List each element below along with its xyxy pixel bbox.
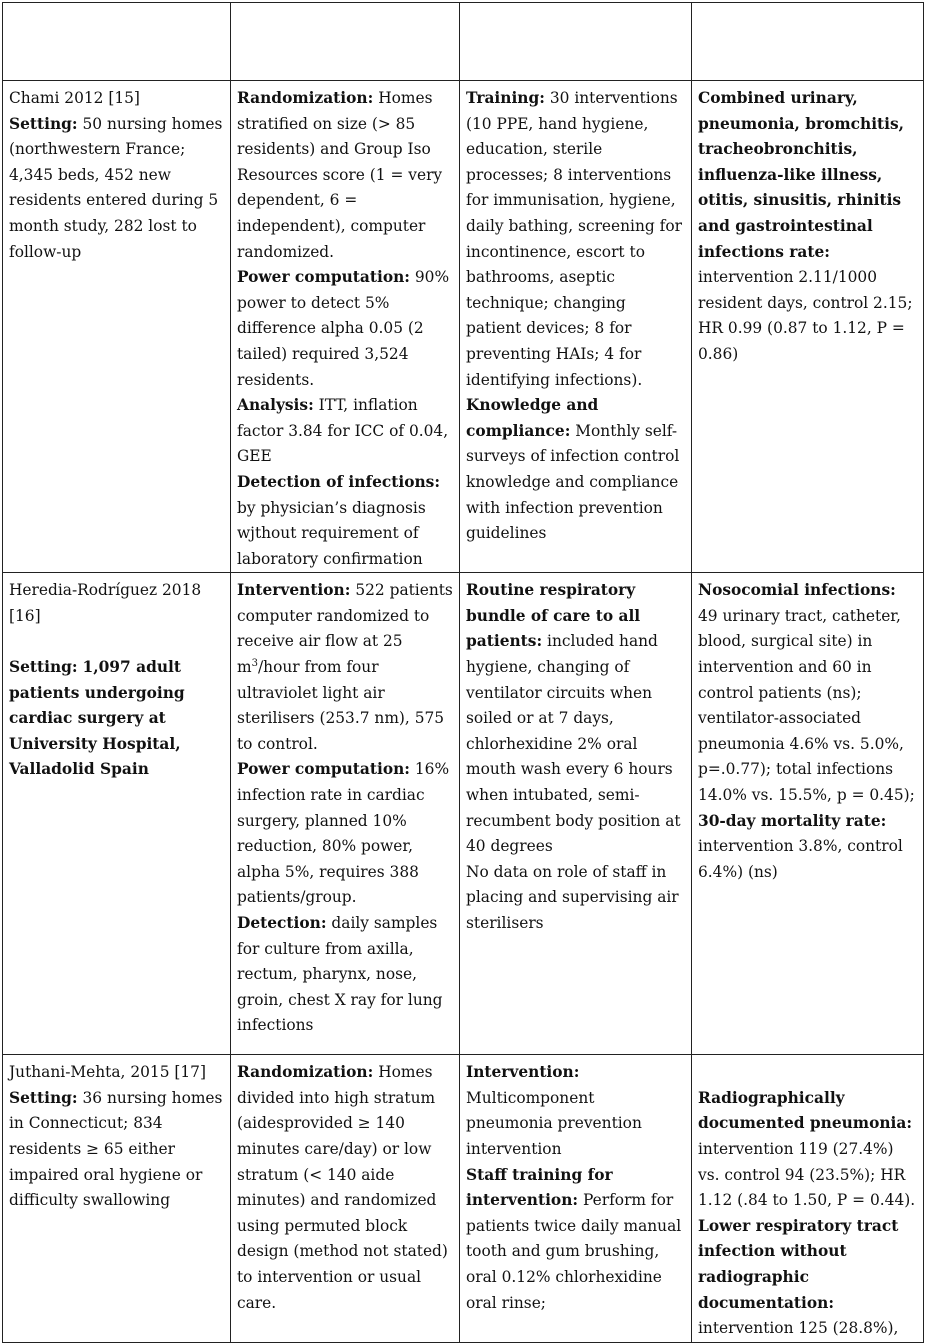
outcome-label: Radiographically documented pneumonia: (698, 1088, 913, 1133)
interventions-cell (460, 1055, 692, 1343)
outcome-text: intervention 2.11/1000 resident days, control 2.15; HR 0.99 (0.87 to 1.12, P = 0.86) (698, 268, 913, 363)
outcome-label: Nosocomial infections: (698, 581, 896, 600)
method-item (237, 578, 453, 757)
method-label: Power computation: (237, 760, 410, 779)
table-row (3, 573, 924, 1055)
intervention-item (466, 1060, 685, 1162)
intervention-label: Routine respiratory bundle of care to all patients: (466, 581, 641, 651)
study-setting (9, 112, 224, 266)
method-label: Power computation: (237, 268, 410, 287)
intervention-text: Monthly self-surveys of infection control knowledge and compliance with infection prevention guidelines (466, 421, 680, 543)
outcome-item (698, 1086, 917, 1214)
intervention-label: Intervention: (466, 1063, 580, 1082)
intervention-label: Training: (466, 89, 545, 107)
evidence-table (2, 2, 924, 1343)
intervention-text: Multicomponent pneumonia prevention intervention (466, 1088, 642, 1159)
method-item (237, 470, 453, 572)
method-text: 522 patients computer randomized to receive air flow at 25 m (237, 581, 453, 677)
study-cell (3, 573, 231, 1055)
method-text: ITT, inflation factor 3.84 for ICC of 0.04, GEE (237, 396, 449, 466)
setting-text: 36 nursing homes in Connecticut; 834 residents ≥ 65 either impaired oral hygiene or difficulty swallowing (9, 1088, 223, 1210)
intervention-item (466, 86, 685, 393)
setting-text: 1,097 (82, 658, 137, 677)
method-label: Detection of infections: (237, 472, 441, 491)
method-text: 90% power to detect 5% difference alpha 0.05 (2 tailed) required 3,524 residents. (237, 268, 450, 389)
outcome-text: intervention 119 (27.4%) vs. control 94 (23.5%); HR 1.12 (.84 to 1.50, P = 0.44). (698, 1140, 916, 1210)
method-text: Homes divided into high stratum (aidesprovided ≥ 140 minutes care/day) or low stratum (< 140 aide minutes) and randomized using permuted block design (method not stated) to intervention or usual care. (237, 1063, 448, 1312)
method-text: Homes stratified on size (> 85 residents) and Group Iso Resources score (1 = very dependent, 6 = independent), computer randomized. (237, 89, 443, 261)
method-label: Detection: (237, 914, 327, 932)
setting-text: dult patients undergoing cardiac surgery at University Hospital, Valladolid Spain (9, 658, 185, 779)
methods-cell (231, 573, 460, 1055)
method-text: by physician’s diagnosis wjthout requirement of laboratory confirmation (237, 498, 426, 568)
interventions-cell (460, 573, 692, 1055)
outcome-label: Lower respiratory tract infection without radiographic documentation: (698, 1216, 899, 1312)
outcome-label: Combined urinary, pneumonia, bromchitis, tracheobronchitis, influenza-like illness, otitis, sinusitis, rhinitis and gastrointestinal infections rate: (698, 89, 905, 261)
method-text: /hour from four ultraviolet light air sterilisers (253.7 nm), 575 to control. (237, 658, 445, 753)
outcome-item (698, 578, 917, 808)
outcomes-cell (692, 81, 924, 573)
header-cell-outcomes (692, 3, 924, 81)
outcomes-cell (692, 573, 924, 1055)
outcome-text: intervention 125 (28.8%), (698, 1319, 899, 1338)
intervention-text: included hand hygiene, changing of ventilator circuits when soiled or at 7 days, chlorhexidine 2% oral mouth wash every 6 hours when intubated, semi-recumbent body position at 40 degrees (466, 632, 681, 856)
study-setting (9, 1086, 224, 1214)
study-cell (3, 81, 231, 573)
superscript: 3 (251, 657, 258, 669)
outcome-text: 49 urinary tract, catheter, blood, surgical site) in intervention and 60 in control patients (ns); ventilator-associated pneumonia 4.6% vs. 5.0%, p=.0.77); total infections 14.0% vs. 15.5%, p = 0.45); (698, 606, 915, 805)
intervention-label: Knowledge and compliance: (466, 396, 599, 440)
method-label: Randomization: (237, 1063, 374, 1082)
study-citation: Juthani-Mehta, 2015 [17] (9, 1063, 206, 1082)
method-item (237, 911, 453, 1039)
header-cell-study (3, 3, 231, 81)
methods-cell (231, 81, 460, 573)
method-text: 16% infection rate in cardiac surgery, planned 10% reduction, 80% power, alpha 5%, requires 388 patients/group. (237, 760, 450, 907)
outcome-item (698, 86, 917, 368)
intervention-item (466, 578, 685, 860)
interventions-cell (460, 81, 692, 573)
intervention-text: Perform for patients twice daily manual tooth and gum brushing, oral 0.12% chlorhexidine oral rinse; (466, 1191, 682, 1312)
setting-label: Setting: (9, 658, 78, 677)
method-text: daily samples for culture from axilla, rectum, pharynx, nose, groin, chest X ray for lung infections (237, 914, 443, 1035)
spacer (9, 629, 224, 655)
study-cell (3, 1055, 231, 1343)
setting-text-bold: a (136, 658, 147, 677)
method-item (237, 757, 453, 911)
method-label: Randomization: (237, 89, 374, 107)
study-citation: Heredia-Rodríguez 2018 [16] (9, 581, 202, 625)
intervention-text: No data on role of staff in placing and supervising air sterilisers (466, 862, 679, 932)
intervention-label: Staff training for intervention: (466, 1165, 613, 1210)
method-item (237, 1060, 453, 1316)
outcome-label: 30-day mortality rate: (698, 811, 887, 830)
intervention-text: 30 interventions (10 PPE, hand hygiene, education, sterile processes; 8 interventions for immunisation, hygiene, daily bathing, screening for incontinence, escort to bathrooms, aseptic technique; changing patient devices; 8 for preventing HAIs; 4 for identifying infections). (466, 89, 682, 389)
intervention-item (466, 393, 685, 547)
header-cell-methods (231, 3, 460, 81)
method-label: Intervention: (237, 581, 351, 600)
outcome-item (698, 809, 917, 886)
study-setting (9, 655, 224, 783)
study-citation: Chami 2012 [15] (9, 89, 140, 107)
method-label: Analysis: (237, 396, 314, 415)
method-item (237, 86, 453, 265)
header-row (3, 3, 924, 81)
outcome-item (698, 1214, 917, 1342)
table-row (3, 1055, 924, 1343)
method-item (237, 265, 453, 393)
outcome-text: intervention 3.8%, control 6.4%) (ns) (698, 837, 903, 881)
spacer (698, 1060, 917, 1086)
methods-cell (231, 1055, 460, 1343)
outcomes-cell (692, 1055, 924, 1343)
setting-label: Setting: (9, 1088, 78, 1107)
setting-text: 50 nursing homes (northwestern France; 4,345 beds, 452 new residents entered during 5 month study, 282 lost to follow-up (9, 114, 223, 261)
setting-label: Setting: (9, 114, 78, 133)
method-item (237, 393, 453, 470)
intervention-item (466, 1163, 685, 1317)
header-cell-interventions (460, 3, 692, 81)
intervention-item (466, 860, 685, 937)
table-row (3, 81, 924, 573)
